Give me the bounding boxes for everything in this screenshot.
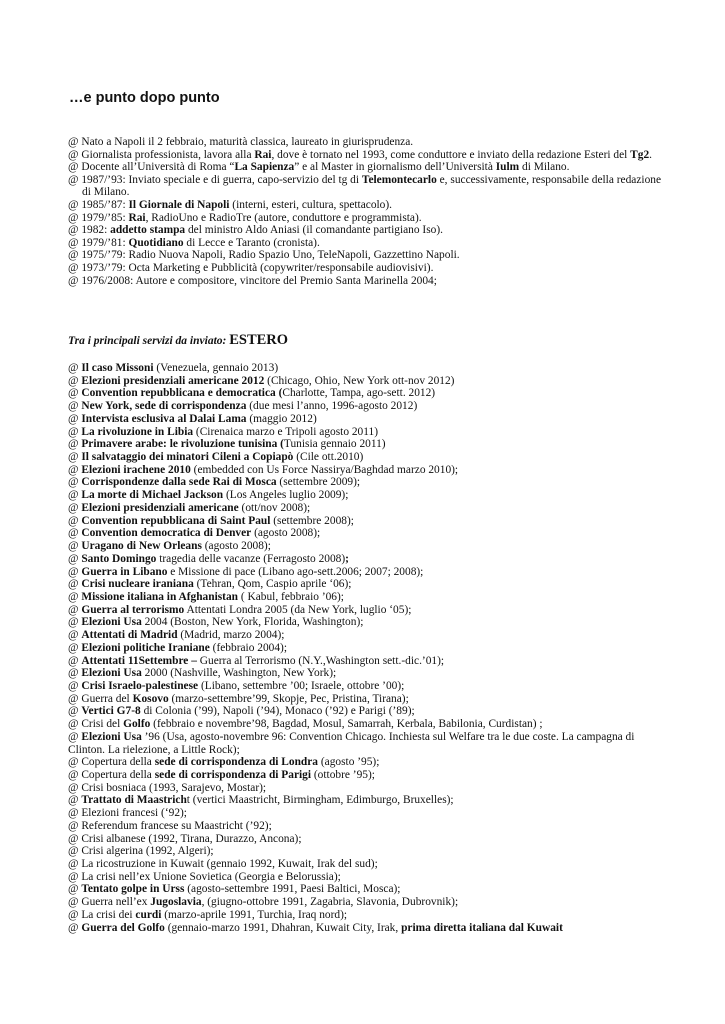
text: @ 1985/’87: [68, 198, 129, 211]
text: @ [68, 400, 82, 413]
text: di Colonia (’99), Napoli (’94), Monaco (’92) e Parigi (’89); [140, 705, 415, 718]
text: @ Referendum francese su Maastricht (’92); [68, 819, 272, 832]
service-entry [68, 883, 668, 896]
biography-list [68, 136, 668, 287]
bio-entry [68, 249, 668, 262]
text: @ [68, 489, 82, 502]
service-entry [68, 807, 668, 820]
service-entry [68, 502, 668, 515]
bold-text: addetto stampa [110, 224, 186, 237]
bio-entry [68, 237, 668, 250]
bold-text: Crisi nucleare iraniana [81, 578, 194, 591]
text: (gennaio-marzo 1991, Dhahran, Kuwait City, Irak, [164, 921, 402, 934]
text: (agosto-settembre 1991, Paesi Baltici, Mosca); [184, 883, 401, 896]
text: (febbraio e novembre’98, Bagdad, Mosul, Samarrah, Kerbala, Babilonia, Curdistan) ; [150, 718, 543, 731]
bold-text: Uragano di New Orleans [81, 540, 202, 553]
service-entry [68, 655, 668, 668]
text: (due mesi l’anno, 1996-agosto 2012) [246, 400, 418, 413]
text: @ 1979/’81: [68, 236, 129, 249]
text: @ 1976/2008: Autore e compositore, vincitore del Premio Santa Marinella 2004; [68, 274, 437, 287]
text: ( Kabul, febbraio ’06); [238, 590, 344, 603]
text: @ [68, 705, 82, 718]
service-entry [68, 909, 668, 922]
text: @ [68, 921, 82, 934]
text: (Tehran, Qom, Caspio aprile ‘06); [193, 578, 352, 591]
text: @ [68, 387, 82, 400]
service-entry [68, 476, 668, 489]
text: @ Copertura della [68, 769, 155, 781]
bold-text: Golfo [123, 718, 151, 731]
text: @ 1987/’93: Inviato speciale e di guerra, capo-servizio del tg di [68, 173, 362, 186]
text: Charlotte, Tampa, ago-sett. 2012) [282, 387, 436, 400]
text: @ Giornalista professionista, lavora alla [68, 148, 255, 161]
service-entry [68, 451, 668, 464]
service-entry [68, 438, 668, 451]
bold-text: Trattato di Maastrich [81, 794, 187, 807]
service-entry [68, 820, 668, 833]
bold-text: Elezioni irachene 2010 [81, 463, 191, 476]
bold-text: Tg2 [630, 148, 650, 161]
bold-text: Guerra al terrorismo [81, 603, 185, 616]
text: di Milano. [519, 161, 570, 174]
text: ’96 (Usa, agosto-novembre 96: Convention Chicago. Inchiesta sul Welfare tra le due coste. La campagna di Clinton. La rielezione, a Little Rock); [68, 730, 635, 756]
bold-text: Tentato golpe in Urss [81, 883, 185, 896]
text: @ [68, 438, 82, 451]
text: @ [68, 362, 82, 374]
text: (Los Angeles luglio 2009); [223, 489, 349, 502]
bold-text: Crisi Israelo-palestinese [81, 679, 199, 692]
text: @ Guerra nell’ex [68, 896, 151, 909]
text: Tunisia gennaio 2011) [283, 438, 386, 451]
text: @ [68, 501, 82, 514]
bold-text: Elezioni presidenziali americane [81, 501, 239, 514]
service-entry [68, 426, 668, 439]
service-entry [68, 387, 668, 400]
text: @ Docente all’Università di Roma “ [68, 161, 235, 174]
text: @ Guerra del [68, 692, 133, 705]
text: @ [68, 425, 82, 438]
service-entry [68, 566, 668, 579]
service-entry [68, 667, 668, 680]
text: (Cirenaica marzo e Tripoli agosto 2011) [193, 425, 379, 438]
bold-text: Convention repubblicana di Saint Paul [81, 514, 271, 527]
text: @ Copertura della [68, 756, 155, 769]
text: (Chicago, Ohio, New York ott-nov 2012) [264, 374, 455, 387]
text: e, successivamente, responsabile della redazione di Milano. [82, 173, 662, 199]
text: ” e al Master in giornalismo dell’Università [294, 161, 496, 174]
bold-text: Kosovo [132, 692, 169, 705]
service-entry [68, 362, 668, 375]
text: e Missione di pace (Libano ago-sett.2006; 2007; 2008); [167, 565, 424, 578]
text: @ 1975/’79: Radio Nuova Napoli, Radio Spazio Uno, TeleNapoli, Gazzettino Napoli. [68, 249, 460, 262]
text: di Lecce e Taranto (cronista). [183, 236, 320, 249]
service-entry [68, 375, 668, 388]
text: @ [68, 616, 82, 629]
text: (agosto 2008); [201, 540, 271, 553]
section-heading [68, 332, 288, 349]
bio-entry [68, 161, 668, 174]
bold-text: Elezioni Usa [81, 616, 142, 629]
service-entry [68, 642, 668, 655]
text: (Venezuela, gennaio 2013) [153, 362, 279, 374]
bold-text: Il Giornale di Napoli [128, 198, 230, 211]
text: (settembre 2008); [270, 514, 354, 527]
service-entry [68, 845, 668, 858]
service-entry [68, 413, 668, 426]
text: @ Crisi bosniaca (1993, Sarajevo, Mostar); [68, 781, 267, 794]
text: . [649, 148, 653, 161]
text: @ Nato a Napoli il 2 febbraio, maturità classica, laureato in giurisprudenza. [68, 136, 414, 148]
text: @ [68, 654, 82, 667]
text: (Libano, settembre ’00; Israele, ottobre ’00); [198, 679, 405, 692]
service-entry [68, 693, 668, 706]
text: (ott/nov 2008); [238, 501, 311, 514]
text: (embedded con Us Force Nassirya/Baghdad marzo 2010); [190, 463, 459, 476]
text: Attentati Londra 2005 (da New York, luglio ‘05); [184, 603, 412, 616]
text: @ [68, 883, 82, 896]
service-entry [68, 896, 668, 909]
bold-text: Corrispondenze dalla sede Rai di Mosca [81, 476, 277, 489]
bold-text: Quotidiano [128, 236, 184, 249]
text: @ Elezioni francesi (‘92); [68, 807, 187, 820]
bio-entry [68, 275, 668, 288]
bold-text: Attentati di Madrid [81, 629, 178, 642]
bold-text: Telemontecarlo [361, 173, 437, 186]
text: t (vertici Maastricht, Birmingham, Edimburgo, Bruxelles); [186, 794, 454, 807]
text: @ [68, 514, 82, 527]
text: (Cile ott.2010) [293, 451, 364, 464]
bio-entry [68, 262, 668, 275]
text: @ Crisi albanese (1992, Tirana, Durazzo, Ancona); [68, 832, 302, 845]
service-entry [68, 705, 668, 718]
bio-entry [68, 224, 668, 237]
bio-entry [68, 136, 668, 149]
service-entry [68, 858, 668, 871]
text: @ [68, 476, 82, 489]
service-entry [68, 464, 668, 477]
text: @ [68, 565, 82, 578]
bold-text: Missione italiana in Afghanistan [81, 590, 238, 603]
bold-text: Elezioni Usa [81, 730, 142, 743]
service-entry [68, 527, 668, 540]
text: (marzo-aprile 1991, Turchia, Iraq nord); [161, 908, 348, 921]
service-entry [68, 769, 668, 782]
bold-text: ; [345, 552, 349, 565]
text: @ 1973/’79: Octa Marketing e Pubblicità (copywriter/responsabile audiovisivi). [68, 261, 434, 274]
text: @ [68, 374, 82, 387]
text: @ [68, 603, 82, 616]
text: (interni, esteri, cultura, spettacolo). [229, 198, 393, 211]
text: @ [68, 794, 82, 807]
bold-text: Jugoslavia [150, 896, 202, 909]
bold-text: Il caso Missoni [81, 362, 154, 374]
bold-text: Elezioni presidenziali americane 2012 [81, 374, 265, 387]
bold-text: Primavere arabe: le rivoluzione tunisina ( [81, 438, 284, 451]
text: , (giugno-ottobre 1991, Zagabria, Slavonia, Dubrovnik); [201, 896, 459, 909]
text: @ Crisi algerina (1992, Algeri); [68, 845, 214, 858]
bold-text: Rai [128, 211, 146, 224]
text: @ 1982: [68, 224, 111, 237]
text: @ La crisi dei [68, 908, 136, 921]
text: @ [68, 540, 82, 553]
text: @ [68, 629, 82, 642]
bio-entry [68, 174, 668, 199]
bio-entry [68, 199, 668, 212]
service-entry [68, 553, 668, 566]
text: (Madrid, marzo 2004); [177, 629, 285, 642]
service-entry [68, 922, 668, 935]
service-entry [68, 540, 668, 553]
text: @ [68, 451, 82, 464]
text: (marzo-settembre’99, Skopje, Pec, Pristina, Tirana); [168, 692, 409, 705]
service-entry [68, 616, 668, 629]
text: @ [68, 527, 82, 540]
bold-text: La morte di Michael Jackson [81, 489, 224, 502]
text: @ [68, 463, 82, 476]
bold-text: Il salvataggio dei minatori Cileni a Copiapò [81, 451, 294, 464]
text: @ [68, 578, 82, 591]
text: , RadioUno e RadioTre (autore, conduttore e programmista). [145, 211, 422, 224]
text: (agosto ’95); [318, 756, 380, 769]
service-entry [68, 794, 668, 807]
bold-text: Elezioni Usa [81, 667, 142, 680]
service-entry [68, 718, 668, 731]
bold-text: sede di corrispondenza di Parigi [154, 769, 312, 781]
bold-text: Convention democratica di Denver [81, 527, 252, 540]
bold-text: New York, sede di corrispondenza [81, 400, 247, 413]
bold-text: Iulm [495, 161, 520, 174]
text: (febbraio 2004); [209, 641, 287, 654]
service-entry [68, 400, 668, 413]
text: @ [68, 679, 82, 692]
text: tragedia delle vacanze (Ferragosto 2008) [156, 552, 346, 565]
text: , dove è tornato nel 1993, come conduttore e inviato della redazione Esteri del [271, 148, 631, 161]
bio-entry [68, 149, 668, 162]
service-entry [68, 680, 668, 693]
text: @ [68, 590, 82, 603]
text: Guerra al Terrorismo (N.Y.,Washington sett.-dic.’01); [196, 654, 445, 667]
bold-text: Vertici G7-8 [81, 705, 141, 718]
text: @ [68, 412, 82, 425]
bold-text: Santo Domingo [81, 552, 157, 565]
service-entry [68, 731, 668, 756]
text: @ [68, 552, 82, 565]
service-entry [68, 871, 668, 884]
text: @ [68, 730, 82, 743]
text: @ 1979/’85: [68, 211, 129, 224]
service-entry [68, 515, 668, 528]
text: @ La ricostruzione in Kuwait (gennaio 1992, Kuwait, Irak del sud); [68, 858, 378, 871]
bold-text: Guerra del Golfo [81, 921, 165, 934]
section-heading-lead: Tra i principali servizi da inviato: [68, 335, 227, 347]
text: del ministro Aldo Aniasi (il comandante partigiano Iso). [185, 224, 443, 237]
service-entry [68, 578, 668, 591]
bold-text: Attentati 11Settembre – [81, 654, 197, 667]
bold-text: La Sapienza [234, 161, 295, 174]
bold-text: Convention repubblicana e democratica ( [81, 387, 283, 400]
bold-text: prima diretta italiana dal Kuwait [401, 921, 563, 934]
bold-text: Intervista esclusiva al Dalai Lama [81, 412, 247, 425]
service-entry [68, 756, 668, 769]
service-entry [68, 604, 668, 617]
text: @ [68, 641, 82, 654]
text: (agosto 2008); [251, 527, 321, 540]
bold-text: curdi [135, 908, 162, 921]
service-entry [68, 489, 668, 502]
service-entry [68, 629, 668, 642]
service-entry [68, 782, 668, 795]
section-heading-emphasis: ESTERO [229, 332, 289, 348]
services-list [68, 362, 668, 934]
page-title: …e punto dopo punto [69, 90, 220, 106]
text: @ La crisi nell’ex Unione Sovietica (Georgia e Belorussia); [68, 870, 341, 883]
text: (settembre 2009); [276, 476, 361, 489]
bold-text: Guerra in Libano [81, 565, 168, 578]
bold-text: La rivoluzione in Libia [81, 425, 194, 438]
bold-text: Elezioni politiche Iraniane [81, 641, 210, 654]
bold-text: Rai [254, 148, 272, 161]
bold-text: sede di corrispondenza di Londra [154, 756, 319, 769]
service-entry [68, 833, 668, 846]
text: @ [68, 667, 82, 680]
text: 2000 (Nashville, Washington, New York); [141, 667, 337, 680]
text: @ Crisi del [68, 718, 124, 731]
service-entry [68, 591, 668, 604]
text: (maggio 2012) [246, 412, 317, 425]
bio-entry [68, 212, 668, 225]
text: 2004 (Boston, New York, Florida, Washington); [141, 616, 364, 629]
text: (ottobre ’95); [311, 769, 375, 781]
